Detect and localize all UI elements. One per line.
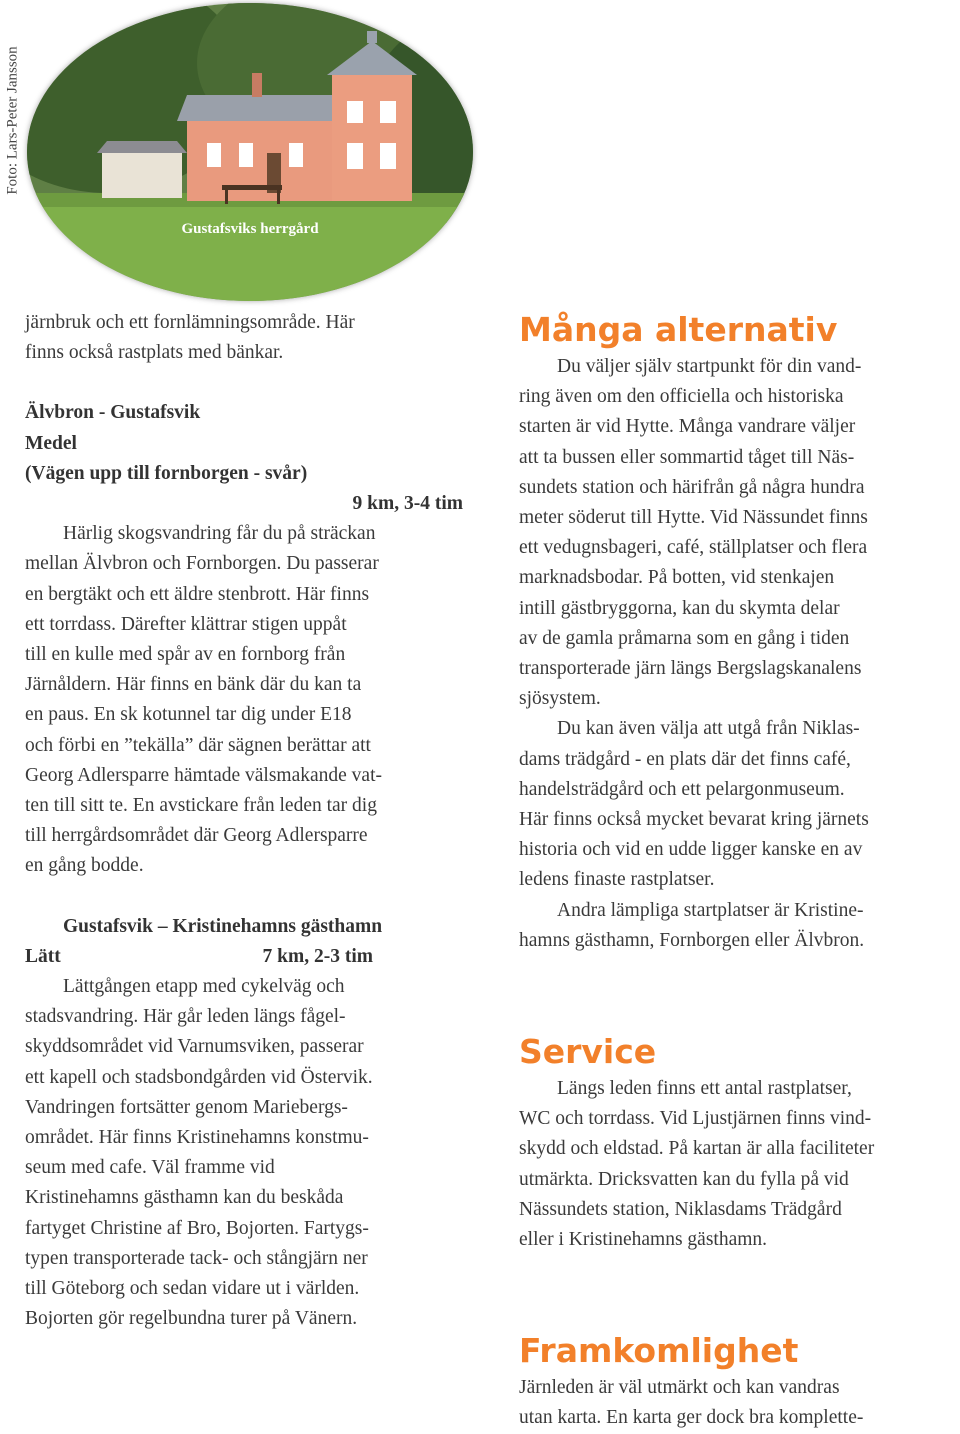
body-line: Nässundets station, Niklasdams Trädgård bbox=[519, 1198, 842, 1220]
left-column bbox=[25, 308, 475, 1335]
body-line: Kristinehamns gästhamn kan du beskåda bbox=[25, 1187, 344, 1209]
body-line: Här finns också mycket bevarat kring järnets bbox=[519, 809, 869, 831]
body-line: Bojorten gör regelbundna turer på Vänern. bbox=[25, 1308, 358, 1330]
body-line: transporterade järn längs Bergslagskanalens bbox=[519, 658, 862, 680]
body-line: WC och torrdass. Vid Ljustjärnen finns vind- bbox=[519, 1108, 872, 1130]
body-line: eller i Kristinehamns gästhamn. bbox=[519, 1229, 768, 1251]
level-distance-row bbox=[25, 942, 475, 972]
body-line: mellan Älvbron och Fornborgen. Du passerar bbox=[25, 553, 379, 575]
body-line: Härlig skogsvandring får du på sträckan bbox=[63, 523, 376, 545]
distance-time: 7 km, 2-3 tim bbox=[262, 945, 373, 967]
distance-time: 9 km, 3-4 tim bbox=[352, 493, 463, 515]
heading-framkomlighet: Framkomlighet bbox=[519, 1331, 799, 1371]
photo-credit bbox=[2, 0, 24, 240]
body-line: Vandringen fortsätter genom Mariebergs- bbox=[25, 1096, 348, 1118]
body-line: starten är vid Hytte. Många vandrare väljer bbox=[519, 416, 856, 438]
intro-line: finns också rastplats med bänkar. bbox=[25, 342, 284, 364]
section-title-gustafsvik-kristinehamn: Gustafsvik – Kristinehamns gästhamn bbox=[63, 915, 383, 937]
heading-manga-alternativ: Många alternativ bbox=[519, 310, 838, 349]
body-line: sjösystem. bbox=[519, 688, 601, 710]
heading-service: Service bbox=[519, 1032, 657, 1072]
body-line: ett torrdass. Därefter klättrar stigen uppåt bbox=[25, 613, 347, 635]
body-line: och förbi en ”tekälla” där sägnen berättar att bbox=[25, 734, 371, 756]
body-line: en paus. En sk kotunnel tar dig under E18 bbox=[25, 704, 352, 726]
body-line: Andra lämpliga startplatser är Kristine- bbox=[557, 899, 864, 921]
body-line: skyddsområdet vid Varnumsviken, passerar bbox=[25, 1036, 364, 1058]
section-title-alvbron-gustafsvik: Älvbron - Gustafsvik bbox=[25, 402, 201, 424]
body-line: Lättgången etapp med cykelväg och bbox=[63, 976, 345, 998]
body-line: stadsvandring. Här går leden längs fågel- bbox=[25, 1006, 346, 1028]
body-line: Georg Adlersparre hämtade välsmakande vat- bbox=[25, 764, 382, 786]
body-line: ten till sitt te. En avstickare från leden tar dig bbox=[25, 795, 377, 817]
difficulty-level: Medel bbox=[25, 432, 77, 454]
body-line: fartyget Christine af Bro, Bojorten. Fartygs- bbox=[25, 1217, 369, 1239]
body-line: området. Här finns Kristinehamns konstmu- bbox=[25, 1127, 369, 1149]
body-line: Järnåldern. Här finns en bänk där du kan ta bbox=[25, 674, 362, 696]
body-line: handelsträdgård och ett pelargonmuseum. bbox=[519, 778, 845, 800]
body-line: hamns gästhamn, Fornborgen eller Älvbron. bbox=[519, 929, 865, 951]
body-line: utmärkta. Dricksvatten kan du fylla på vid bbox=[519, 1168, 849, 1190]
photo-caption: Gustafsviks herrgård bbox=[181, 221, 319, 237]
body-line: till herrgårdsområdet där Georg Adlersparre bbox=[25, 825, 368, 847]
body-line: ring även om den officiella och historiska bbox=[519, 386, 844, 408]
difficulty-level: Lätt bbox=[25, 945, 61, 967]
body-line: en gång bodde. bbox=[25, 855, 144, 877]
photo-credit-text: Foto: Lars-Peter Jansson bbox=[4, 45, 21, 195]
body-line: meter söderut till Hytte. Vid Nässundet finns bbox=[519, 507, 868, 529]
body-line: skydd och eldstad. På kartan är alla faciliteter bbox=[519, 1138, 875, 1160]
body-line: ledens finaste rastplatser. bbox=[519, 869, 715, 891]
body-line: utan karta. En karta ger dock bra komplette- bbox=[519, 1407, 864, 1429]
body-line: historia och vid en udde ligger kanske en av bbox=[519, 839, 863, 861]
body-line: typen transporterade tack- och stångjärn ner bbox=[25, 1247, 368, 1269]
manor-photo-image bbox=[27, 3, 473, 301]
manor-photo bbox=[27, 3, 473, 301]
body-line: sundets station och härifrån gå några hundra bbox=[519, 476, 865, 498]
body-line: Järnleden är väl utmärkt och kan vandras bbox=[519, 1377, 840, 1399]
body-line: dams trädgård - en plats där det finns café, bbox=[519, 748, 851, 770]
body-line: Du kan även välja att utgå från Niklas- bbox=[557, 718, 860, 740]
body-line: till Göteborg och sedan vidare ut i världen. bbox=[25, 1278, 360, 1300]
body-line: till en kulle med spår av en fornborg från bbox=[25, 644, 346, 666]
body-line: ett kapell och stadsbondgården vid Östervik. bbox=[25, 1066, 373, 1088]
body-line: Längs leden finns ett antal rastplatser, bbox=[557, 1078, 852, 1100]
body-line: seum med cafe. Väl framme vid bbox=[25, 1157, 275, 1179]
body-line: ett vedugnsbageri, café, ställplatser och flera bbox=[519, 537, 868, 559]
body-line: av de gamla pråmarna som en gång i tiden bbox=[519, 627, 850, 649]
right-column bbox=[519, 308, 959, 1434]
body-line: en bergtäkt och ett äldre stenbrott. Här finns bbox=[25, 583, 370, 605]
intro-line: järnbruk och ett fornlämningsområde. Här bbox=[25, 312, 355, 333]
body-line: intill gästbryggorna, kan du skymta delar bbox=[519, 597, 840, 619]
body-line: att ta bussen eller sommartid tåget till Näs- bbox=[519, 446, 855, 468]
body-line: marknadsbodar. På botten, vid stenkajen bbox=[519, 567, 835, 589]
body-line: Du väljer själv startpunkt för din vand- bbox=[557, 356, 862, 377]
difficulty-note: (Vägen upp till fornborgen - svår) bbox=[25, 462, 308, 484]
